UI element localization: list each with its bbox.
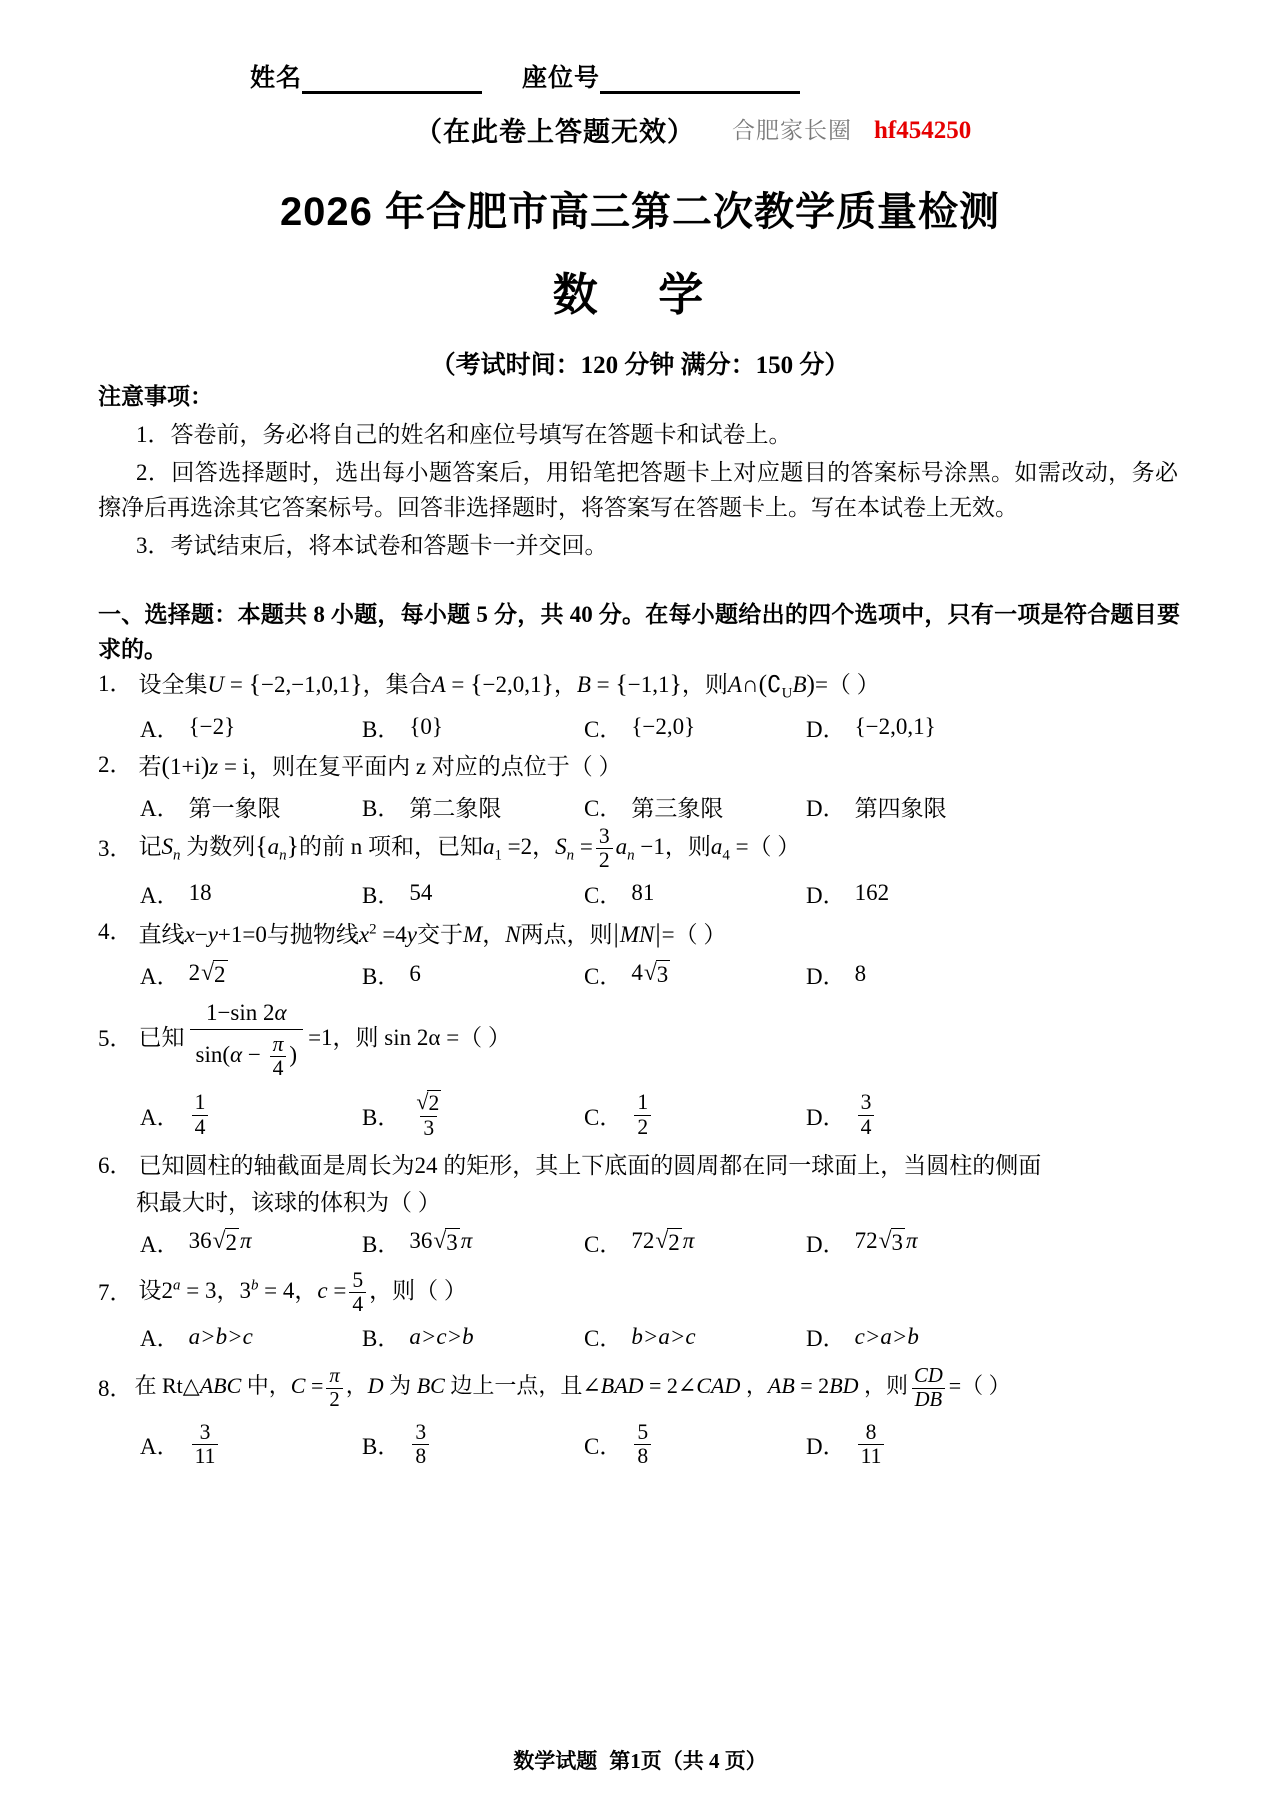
q7-comma1: ， <box>216 1277 240 1303</box>
option-value: 36 √ 2 π <box>188 1228 252 1256</box>
option-c[interactable] <box>584 1421 806 1469</box>
footer-subject: 数学试题 <box>513 1749 598 1773</box>
option-b[interactable] <box>362 711 584 744</box>
question-number: 5． <box>98 1026 133 1052</box>
question-number: 7． <box>98 1279 133 1305</box>
q2-lead: 若 <box>138 753 162 779</box>
option-value: {−2} <box>188 714 236 740</box>
option-a[interactable] <box>140 790 362 823</box>
watermark-text: 合肥家长圈 <box>732 118 852 143</box>
option-a[interactable] <box>140 711 362 744</box>
option-letter: C． <box>584 795 623 821</box>
option-value: a>b>c <box>188 1323 253 1349</box>
option-letter: A． <box>140 963 180 989</box>
notices-block <box>98 378 1178 567</box>
exam-meta: （考试时间：120 分钟 满分：150 分） <box>430 352 850 379</box>
option-value: 162 <box>854 880 890 906</box>
notices-heading: 注意事项： <box>98 384 213 409</box>
q7-tail: ，则（ ） <box>369 1277 467 1303</box>
option-letter: B． <box>362 716 401 742</box>
question-2 <box>98 746 1180 823</box>
q2-tail: ，则在复平面内 z 对应的点位于（ ） <box>249 753 622 779</box>
option-a[interactable] <box>140 958 362 991</box>
option-letter: C． <box>584 882 623 908</box>
option-value: {0} <box>409 714 443 740</box>
answer-invalid-note: （在此卷上答题无效） <box>415 117 695 147</box>
option-letter: A． <box>140 716 180 742</box>
option-letter: B． <box>362 795 401 821</box>
name-label: 姓名 <box>250 65 303 92</box>
question-4-options <box>98 958 1180 991</box>
q4-tail: =（ ） <box>661 921 727 947</box>
option-c[interactable] <box>584 1090 806 1140</box>
option-d[interactable] <box>806 711 1028 744</box>
option-letter: A． <box>140 882 180 908</box>
q4-lead: 直线 <box>138 921 185 947</box>
q4-mid2: 交于 <box>417 921 464 947</box>
question-number: 1． <box>98 671 133 697</box>
option-b[interactable] <box>362 1421 584 1469</box>
question-8-options <box>98 1421 1180 1469</box>
question-5-stem <box>98 999 1180 1080</box>
option-letter: D． <box>806 1104 846 1130</box>
option-b[interactable] <box>362 1090 584 1140</box>
question-5 <box>98 999 1180 1140</box>
option-b[interactable] <box>362 877 584 910</box>
option-letter: D． <box>806 1326 846 1352</box>
question-1-stem <box>98 663 1180 707</box>
q3-tail: =（ ） <box>735 834 801 860</box>
option-value: $\frac{3}{11}$ <box>189 1421 222 1469</box>
question-2-body: 若(1+i)z = i，则在复平面内 z 对应的点位于（ ） <box>138 751 622 780</box>
option-letter: A． <box>140 1104 180 1130</box>
option-letter: B． <box>362 963 401 989</box>
q3-mid2: 的前 n 项和，已知 <box>298 834 483 860</box>
question-number: 6． <box>98 1152 133 1178</box>
option-value: 18 <box>188 880 212 906</box>
option-c[interactable] <box>584 711 806 744</box>
option-value: 第一象限 <box>188 795 281 821</box>
option-letter: A． <box>140 1231 180 1257</box>
option-a[interactable] <box>140 1226 362 1259</box>
option-c[interactable] <box>584 790 806 823</box>
question-1-options <box>98 711 1180 744</box>
q1-mid1: ，集合 <box>362 672 432 697</box>
question-8-body: 在 Rt△ABC 中，C = $\frac{\pi}{2}$ ，D 为 BC 边上一点，且∠BAD = 2∠CAD ，AB = 2BD ，则 $\frac{CD}{DB}$ =（ ） <box>134 1365 1011 1411</box>
seat-blank-line[interactable] <box>600 71 800 94</box>
question-6-options <box>98 1226 1180 1259</box>
option-value: 第四象限 <box>854 795 947 821</box>
section-heading-choice: 一、选择题：本题共 8 小题，每小题 5 分，共 40 分。在每小题给出的四个选项中，只有一项是符合题目要求的。 <box>98 602 1180 662</box>
option-b[interactable] <box>362 1320 584 1353</box>
question-4-body: 直线x−y+1=0与抛物线$x^2 =4y$交于M，N两点，则|MN|=（ ） <box>138 917 727 948</box>
q4-mid3: 两点，则 <box>520 921 613 947</box>
option-value: 8 <box>854 961 867 987</box>
q7-comma2: ， <box>294 1277 318 1303</box>
option-d[interactable] <box>806 1421 1028 1469</box>
name-blank-line[interactable] <box>302 71 482 94</box>
question-2-stem <box>98 746 1180 786</box>
option-letter: C． <box>584 716 623 742</box>
q6-line-1: 已知圆柱的轴截面是周长为24 的矩形，其上下底面的圆周都在同一球面上，当圆柱的侧面 <box>138 1152 1042 1178</box>
option-d[interactable] <box>806 790 1028 823</box>
question-1 <box>98 663 1180 744</box>
question-5-options <box>98 1090 1180 1140</box>
question-7-body: 设$2^a = 3$，$3^b = 4$，c = $\frac{5}{4}$ ，则（ ） <box>138 1267 467 1316</box>
option-b[interactable] <box>362 790 584 823</box>
option-value: $\frac{3}{8}$ <box>409 1421 432 1469</box>
option-letter: A． <box>140 1434 180 1460</box>
q6-line-2: 积最大时，该球的体积为（ ） <box>136 1189 441 1215</box>
q4-mid1: 与抛物线 <box>266 921 359 947</box>
option-b[interactable] <box>362 958 584 991</box>
question-1-body: 设全集U = {−2,−1,0,1}，集合A = {−2,0,1}，B = {−1,1}，则$A\cap(∁_UB)=$（ ） <box>138 669 880 702</box>
q7-lead: 设 <box>138 1277 162 1303</box>
watermark <box>732 112 971 145</box>
q3-mid1: 为数列 <box>186 834 256 860</box>
option-value: 第二象限 <box>409 795 502 821</box>
option-value: 6 <box>409 961 421 987</box>
option-c[interactable] <box>584 1226 806 1259</box>
question-number: 8． <box>98 1375 133 1401</box>
question-number: 3． <box>98 836 133 862</box>
question-3-body: 记$S_n$ 为数列$\{a_n\}$的前 n 项和，已知$a_1 =2$，$S_n$ = $\frac{3}{2}$ $a_n -1$，则$a_4$ =（ ） <box>138 823 801 873</box>
subject-title: 数 学 <box>552 269 728 320</box>
student-info-row <box>250 58 800 94</box>
option-value: {−2,0} <box>631 714 696 740</box>
option-letter: A． <box>140 1326 180 1352</box>
option-d[interactable] <box>806 1320 1028 1353</box>
option-c[interactable] <box>584 958 806 991</box>
q3-mid3: ，则 <box>664 834 711 860</box>
question-7 <box>98 1269 1180 1354</box>
question-6-stem <box>98 1148 1180 1185</box>
question-number: 2． <box>98 752 133 778</box>
option-letter: A． <box>140 795 180 821</box>
question-6-stem-cont <box>98 1185 1180 1222</box>
option-letter: C． <box>584 1326 623 1352</box>
option-letter: B． <box>362 1434 401 1460</box>
option-letter: C． <box>584 1231 623 1257</box>
option-value: a>c>b <box>409 1323 474 1349</box>
option-letter: D． <box>806 963 846 989</box>
option-value: $\frac{1}{2}$ <box>631 1091 654 1139</box>
notice-item: 1．答卷前，务必将自己的姓名和座位号填写在答题卡和试卷上。 <box>136 422 792 447</box>
option-c[interactable] <box>584 1320 806 1353</box>
question-4-stem <box>98 912 1180 954</box>
q1-lead: 设全集 <box>138 672 208 697</box>
option-value: 4 √ 3 <box>631 960 669 988</box>
question-3 <box>98 825 1180 910</box>
option-value: b>a>c <box>631 1323 696 1349</box>
option-b[interactable] <box>362 1226 584 1259</box>
option-letter: B． <box>362 882 401 908</box>
option-letter: D． <box>806 716 846 742</box>
option-letter: B． <box>362 1231 401 1257</box>
option-value: 36 √ 3 π <box>409 1228 473 1256</box>
option-d[interactable] <box>806 1090 1028 1140</box>
question-5-body: 已知 1−sin 2α sin(α − $\frac{\pi}{4}$ ) =1，则 sin 2α =（ ） <box>138 999 511 1080</box>
option-value: $\frac{5}{8}$ <box>631 1421 654 1469</box>
notice-item: 2．回答选择题时，选出每小题答案后，用铅笔把答题卡上对应题目的答案标号涂黑。如需改动，务必擦净后再选涂其它答案标号。回答非选择题时，将答案写在答题卡上。写在本试卷上无效。 <box>98 459 1178 520</box>
option-value: 81 <box>631 880 655 906</box>
option-letter: B． <box>362 1104 401 1130</box>
watermark-code: hf454250 <box>874 117 972 144</box>
q5-tail: ，则 sin 2α =（ ） <box>332 1024 511 1050</box>
option-d[interactable] <box>806 877 1028 910</box>
option-value: c>a>b <box>854 1323 919 1349</box>
question-8 <box>98 1365 1180 1468</box>
q1-mid2: ，则 <box>681 672 728 697</box>
option-letter: D． <box>806 882 846 908</box>
option-value: 72 √ 2 π <box>631 1228 695 1256</box>
option-d[interactable] <box>806 1226 1028 1259</box>
option-letter: D． <box>806 1231 846 1257</box>
option-value: {−2,0,1} <box>854 714 936 740</box>
footer-page-number: 第1页（共 4 页） <box>609 1749 767 1773</box>
notice-item: 3．考试结束后，将本试卷和答题卡一并交回。 <box>136 532 608 558</box>
option-a[interactable] <box>140 1421 362 1469</box>
question-3-stem <box>98 825 1180 873</box>
q5-lead: 已知 <box>138 1024 185 1050</box>
q3-comma: ， <box>532 834 556 860</box>
option-a[interactable] <box>140 877 362 910</box>
option-d[interactable] <box>806 958 1028 991</box>
page-footer <box>0 1745 1280 1775</box>
option-letter: C． <box>584 1434 623 1460</box>
option-letter: D． <box>806 795 846 821</box>
questions-list <box>98 663 1180 1477</box>
option-a[interactable] <box>140 1090 362 1140</box>
question-6 <box>98 1148 1180 1259</box>
question-7-stem <box>98 1269 1180 1317</box>
q3-lead: 记 <box>138 834 162 860</box>
option-value: $\frac{1}{4}$ <box>189 1091 212 1139</box>
question-2-options <box>98 790 1180 823</box>
q1-tail: =（ ） <box>814 672 880 697</box>
question-7-options <box>98 1320 1180 1353</box>
option-value: 第三象限 <box>631 795 724 821</box>
seat-label: 座位号 <box>522 65 601 92</box>
q1-comma1: ， <box>553 672 577 697</box>
option-a[interactable] <box>140 1320 362 1353</box>
option-letter: B． <box>362 1326 401 1352</box>
question-number: 4． <box>98 919 133 945</box>
question-8-stem <box>98 1365 1180 1411</box>
page-title: 2026 年合肥市高三第二次教学质量检测 <box>279 190 1001 234</box>
option-letter: D． <box>806 1434 846 1460</box>
option-letter: C． <box>584 1104 623 1130</box>
option-value: 54 <box>409 880 433 906</box>
question-4 <box>98 912 1180 991</box>
option-value: $\frac{3}{4}$ <box>855 1091 878 1139</box>
option-value: √ 2 3 <box>416 1089 440 1140</box>
option-value: 72 √ 3 π <box>854 1228 918 1256</box>
q4-comma: ， <box>482 921 506 947</box>
option-c[interactable] <box>584 877 806 910</box>
option-value: 2 √ 2 <box>188 960 226 988</box>
question-3-options <box>98 877 1180 910</box>
option-value: $\frac{8}{11}$ <box>855 1421 888 1469</box>
option-letter: C． <box>584 963 623 989</box>
